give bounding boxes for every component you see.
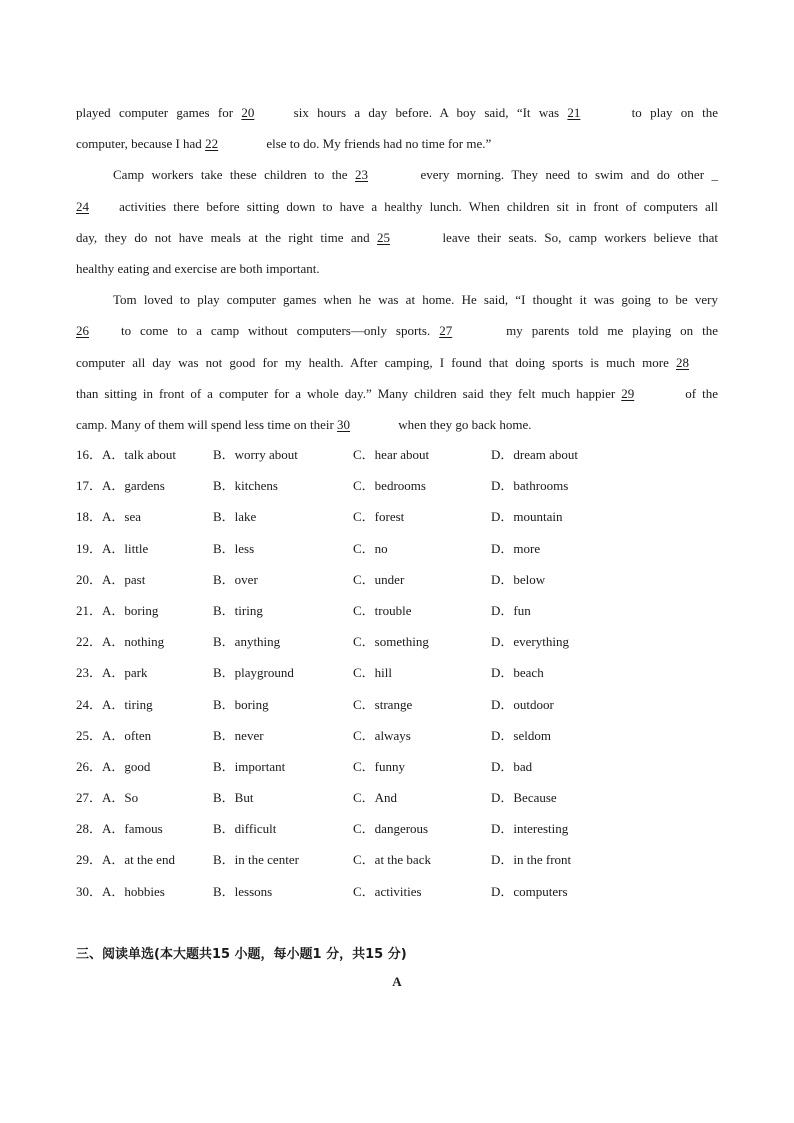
question-row [76, 693, 716, 724]
option-a: A．famous [102, 821, 163, 837]
question-number-and-option-a [76, 693, 153, 717]
question-number-and-option-a [76, 880, 165, 904]
blank-22: 22 [205, 136, 219, 152]
passage-text: of the [679, 385, 718, 401]
option-a: A．boring [102, 602, 159, 618]
question-number: 18． [76, 509, 103, 525]
option-a: A．gardens [102, 478, 165, 494]
question-number-and-option-a [76, 599, 158, 623]
part-label: A [392, 974, 402, 989]
option-b: B．But [213, 790, 254, 806]
question-number: 16． [76, 447, 103, 462]
option-a: A．good [102, 758, 151, 774]
passage-line [76, 257, 718, 288]
option-c: C．dangerous [353, 821, 429, 837]
question-options-list [76, 443, 716, 911]
option-d: D．mountain [491, 509, 563, 525]
option-c: C．forest [353, 509, 405, 525]
question-row [76, 443, 716, 474]
option-d: D．fun [491, 602, 531, 618]
passage-text: every morning. They need to swim and do other _ [413, 167, 718, 183]
passage-text: camp. Many of them will spend less time on their [76, 416, 338, 432]
option-c: C．under [353, 571, 405, 587]
option-b: B．never [213, 727, 264, 743]
section-heading: 三、阅读单选(本大题共15 小题，每小题1 分，共15 分) [76, 947, 407, 962]
passage-text: my parents told me playing on the [497, 323, 718, 339]
passage-text: to play on the [623, 105, 718, 120]
question-number-and-option-a [76, 568, 145, 592]
blank-28: 28 [676, 354, 689, 370]
passage-text: Tom loved to play computer games when he was at home. He said, “I thought it was going to be very [113, 292, 718, 308]
question-number: 24． [76, 696, 103, 712]
option-c: C．at the back [353, 852, 431, 868]
passage-text: activities there before sitting down to have a healthy lunch. When children sit in front of computers all [112, 198, 718, 214]
question-number: 28． [76, 821, 103, 837]
option-d: D．outdoor [491, 696, 554, 712]
option-a: A．tiring [102, 696, 153, 712]
option-a: A．park [102, 665, 148, 681]
passage-text: healthy eating and exercise are both important. [76, 260, 320, 276]
option-b: B．playground [213, 665, 294, 681]
option-b: B．difficult [213, 821, 277, 837]
option-a: A．sea [102, 509, 142, 525]
blank-21: 21 [567, 105, 581, 120]
blank-23: 23 [355, 167, 369, 183]
passage-text: when they go back home. [395, 416, 532, 432]
option-b: B．kitchens [213, 478, 278, 494]
question-number: 29． [76, 852, 103, 868]
option-b: B．anything [213, 634, 281, 650]
question-number: 17． [76, 478, 103, 494]
option-b: B．over [213, 571, 258, 587]
passage-text: than sitting in front of a computer for a whole day.” Many children said they felt much happier [76, 385, 622, 401]
blank-20: 20 [241, 105, 255, 120]
question-row [76, 755, 716, 786]
option-a: A．past [102, 571, 146, 587]
question-number-and-option-a [76, 537, 148, 561]
option-d: D．bathrooms [491, 478, 569, 494]
question-number: 20． [76, 571, 103, 587]
passage-line [76, 288, 718, 319]
question-row [76, 724, 716, 755]
question-number-and-option-a [76, 630, 164, 654]
option-b: B．worry about [213, 447, 298, 462]
question-row [76, 599, 716, 630]
passage-text: to come to a camp without computers—only sports. [112, 323, 440, 339]
option-a: A．talk about [102, 447, 177, 462]
passage-text: six hours a day before. A boy said, “It was [285, 105, 568, 120]
option-d: D．beach [491, 665, 544, 681]
question-number: 23． [76, 665, 103, 681]
question-row [76, 786, 716, 817]
option-b: B．in the center [213, 852, 299, 868]
passage-line [76, 132, 718, 163]
option-c: C．bedrooms [353, 478, 426, 494]
passage-line [76, 163, 718, 194]
option-c: C．hear about [353, 447, 430, 462]
blank-29: 29 [621, 385, 635, 401]
question-number-and-option-a [76, 755, 150, 779]
question-number-and-option-a [76, 817, 163, 841]
option-b: B．lessons [213, 883, 273, 899]
option-a: A．often [102, 727, 152, 743]
passage-line [76, 413, 718, 444]
blank-26: 26 [76, 323, 89, 339]
passage-line [76, 319, 718, 350]
option-c: C．no [353, 540, 388, 556]
question-row [76, 505, 716, 536]
question-row [76, 661, 716, 692]
option-d: D．computers [491, 883, 568, 899]
passage-text: computer all day was not good for my health. After camping, I found that doing sports is much more [76, 354, 676, 370]
question-number: 27． [76, 790, 103, 806]
option-b: B．lake [213, 509, 257, 525]
question-number-and-option-a [76, 724, 151, 748]
option-d: D．everything [491, 634, 569, 650]
option-d: D．bad [491, 758, 533, 774]
question-number-and-option-a [76, 443, 176, 467]
passage-text: computer, because I had [76, 136, 206, 152]
option-a: A．nothing [102, 634, 165, 650]
question-number: 19． [76, 540, 103, 556]
question-number-and-option-a [76, 505, 141, 529]
option-d: D．seldom [491, 727, 551, 743]
passage-text: Camp workers take these children to the [113, 167, 356, 183]
question-row [76, 474, 716, 505]
option-c: C．funny [353, 758, 406, 774]
question-number-and-option-a [76, 786, 138, 810]
passage-line [76, 382, 718, 413]
passage-text: leave their seats. So, camp workers believe that [435, 229, 718, 245]
option-c: C．hill [353, 665, 393, 681]
question-number: 26． [76, 758, 103, 774]
option-d: D．interesting [491, 821, 569, 837]
option-d: D．dream about [491, 447, 579, 462]
option-c: C．trouble [353, 602, 412, 618]
question-row [76, 817, 716, 848]
option-b: B．less [213, 540, 255, 556]
blank-30: 30 [337, 416, 351, 432]
option-c: C．something [353, 634, 429, 650]
blank-25: 25 [377, 229, 391, 245]
option-c: C．strange [353, 696, 413, 712]
question-row [76, 568, 716, 599]
question-row [76, 630, 716, 661]
option-a: A．at the end [102, 852, 175, 868]
option-c: C．And [353, 790, 398, 806]
question-number: 22． [76, 634, 103, 650]
passage-line [76, 226, 718, 257]
option-c: C．always [353, 727, 411, 743]
passage-text: played computer games for [76, 105, 242, 120]
passage-line [76, 351, 718, 382]
option-c: C．activities [353, 883, 422, 899]
passage-text: day, they do not have meals at the right time and [76, 229, 378, 245]
question-row [76, 537, 716, 568]
cloze-passage [76, 101, 718, 444]
blank-27: 27 [439, 323, 453, 339]
question-number: 21． [76, 602, 103, 618]
passage-text: else to do. My friends had no time for me.” [263, 136, 492, 152]
question-number-and-option-a [76, 848, 175, 872]
question-number: 25． [76, 727, 103, 743]
question-number-and-option-a [76, 474, 165, 498]
option-d: D．more [491, 540, 541, 556]
option-b: B．boring [213, 696, 269, 712]
option-d: D．in the front [491, 852, 572, 868]
option-a: A．So [102, 790, 139, 806]
question-number-and-option-a [76, 661, 148, 685]
option-b: B．important [213, 758, 286, 774]
option-a: A．little [102, 540, 149, 556]
question-row [76, 848, 716, 879]
option-d: D．Because [491, 790, 557, 806]
blank-24: 24 [76, 198, 89, 214]
option-a: A．hobbies [102, 883, 165, 899]
option-d: D．below [491, 571, 546, 587]
question-number: 30． [76, 883, 103, 899]
question-row [76, 880, 716, 911]
option-b: B．tiring [213, 602, 263, 618]
passage-line [76, 101, 718, 132]
passage-line [76, 195, 718, 226]
